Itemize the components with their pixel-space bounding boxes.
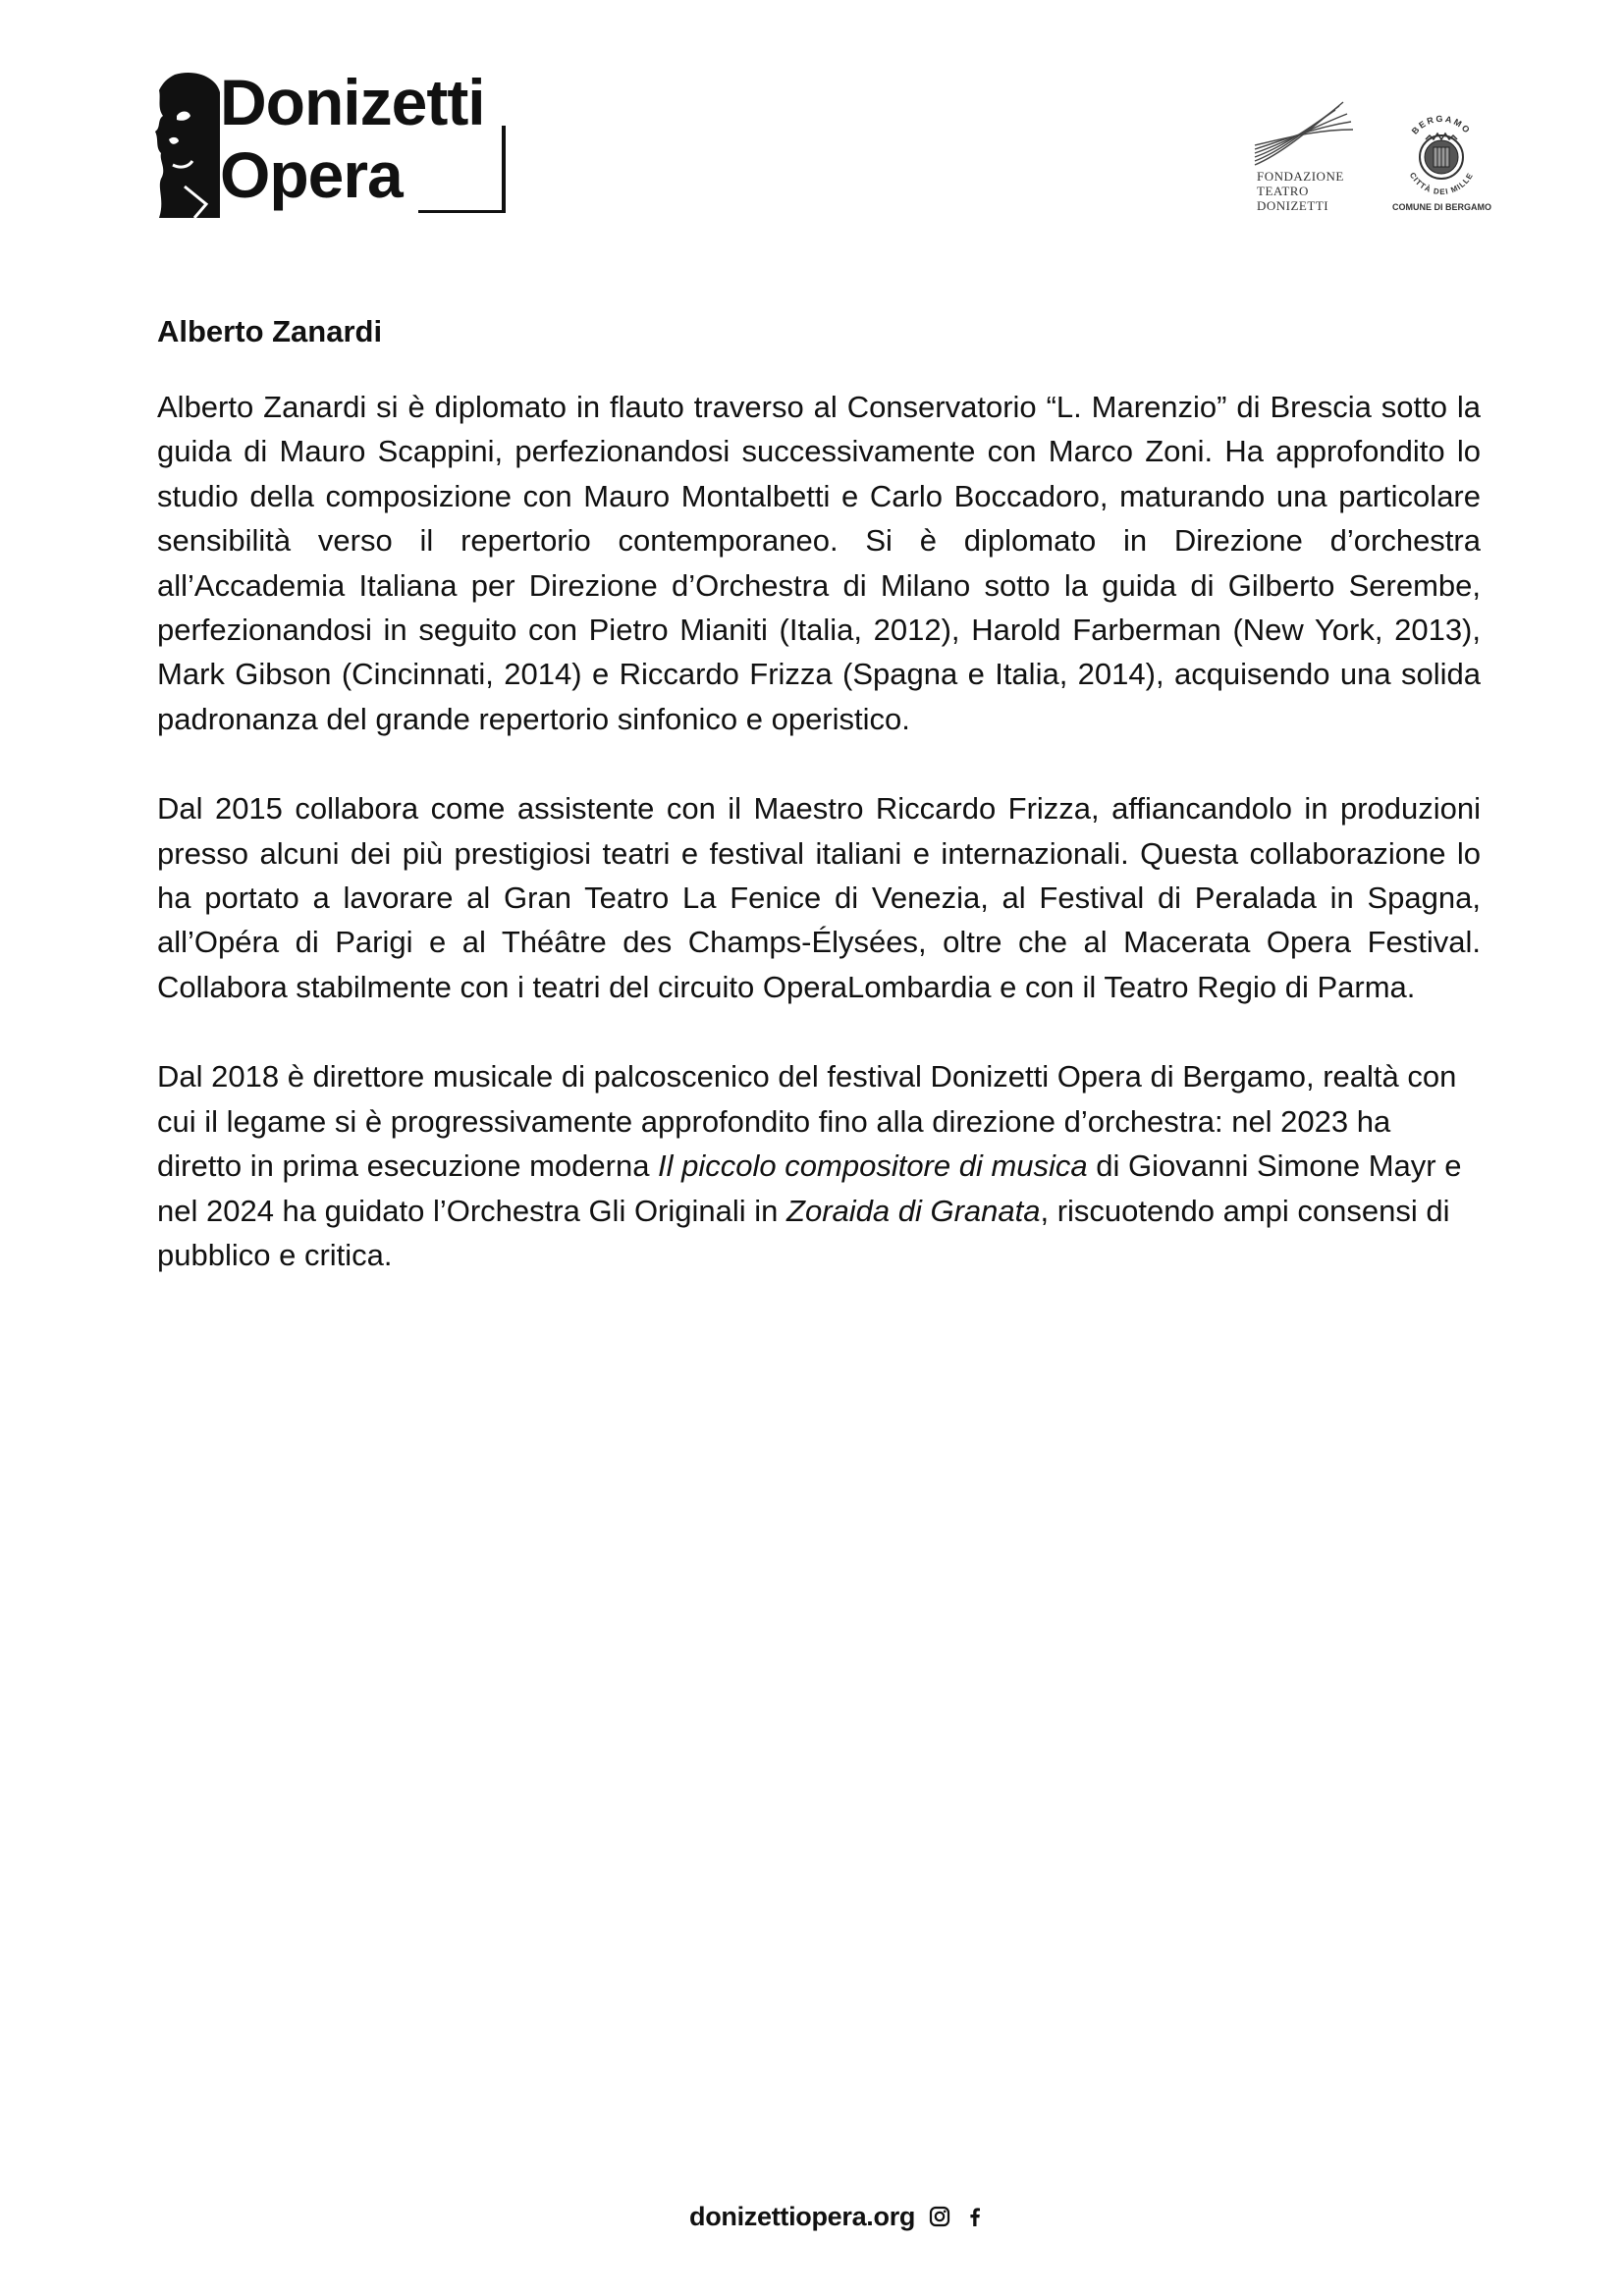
fondazione-waves-icon bbox=[1249, 100, 1357, 169]
instagram-icon[interactable] bbox=[929, 2206, 950, 2227]
paragraph-3-part2: di Giovanni Simone Mayr e nel 2024 ha guidato l’Orchestra Gli Originali in bbox=[157, 1148, 1462, 1228]
paragraph-3-part1: Dal 2018 è direttore musicale di palcoscenico del festival Donizetti Opera di Bergamo, realtà con cui il legame si è progressivamente approfondito fino alla direzione d’orchestra: nel 2023 ha diretto in prima esecuzione moderna bbox=[157, 1059, 1457, 1184]
paragraph-3-italic-title1: Il piccolo compositore di musica bbox=[658, 1148, 1088, 1184]
bergamo-seal-icon bbox=[1392, 108, 1490, 202]
document-title: Alberto Zanardi bbox=[157, 314, 383, 348]
paragraph-2: Dal 2015 collabora come assistente con il Maestro Riccardo Frizza, affiancandolo in produzioni presso alcuni dei più prestigiosi teatri e festival italiani e internazionali. Questa collaborazione lo ha portato a lavorare al Gran Teatro La Fenice di Venezia, al Festival di Peralada in Spagna, all’Opéra di Parigi e al Théâtre des Champs-Élysées, oltre che al Macerata Opera Festival. Collabora stabilmente con i teatri del circuito OperaLombardia e con il Teatro Regio di Parma. bbox=[157, 791, 1481, 1004]
donizetti-portrait-icon bbox=[155, 71, 222, 218]
logo-wordmark bbox=[220, 67, 485, 212]
paragraph-1: Alberto Zanardi si è diplomato in flauto traverso al Conservatorio “L. Marenzio” di Brescia sotto la guida di Mauro Scappini, perfezionandosi successivamente con Marco Zoni. Ha approfondito lo studio della composizione con Mauro Montalbetti e Carlo Boccadoro, maturando una particolare sensibilità verso il repertorio contemporaneo. Si è diplomato in Direzione d’orchestra all’Accademia Italiana per Direzione d’Orchestra di Milano sotto la guida di Gilberto Serembe, perfezionandosi in seguito con Pietro Mianiti (Italia, 2012), Harold Farberman (New York, 2013), Mark Gibson (Cincinnati, 2014) e Riccardo Frizza (Spagna e Italia, 2014), acquisendo una solida padronanza del grande repertorio sinfonico e operistico. bbox=[157, 390, 1481, 736]
fondazione-text bbox=[1257, 169, 1344, 213]
logo-horizontal-rule bbox=[418, 210, 506, 213]
comune-di-bergamo-text: COMUNE DI BERGAMO bbox=[1392, 202, 1491, 212]
website-link[interactable]: donizettiopera.org bbox=[689, 2201, 916, 2231]
bergamo-ring-text: CITTÀ DEI MILLE bbox=[1407, 171, 1476, 197]
paragraph-3-part3: , riscuotendo ampi consensi di pubblico e critica. bbox=[157, 1193, 1450, 1272]
logo-wordmark-line1: Donizetti bbox=[220, 66, 485, 138]
fondazione-line1: FONDAZIONE bbox=[1257, 169, 1344, 184]
svg-text:BERGAMO bbox=[1410, 114, 1473, 136]
fondazione-teatro-donizetti-logo bbox=[1249, 100, 1357, 214]
fondazione-line3: DONIZETTI bbox=[1257, 198, 1329, 213]
document-body bbox=[157, 310, 1481, 1322]
logo-wordmark-line2: Opera bbox=[220, 138, 403, 211]
footer bbox=[689, 2197, 986, 2236]
donizetti-opera-logo bbox=[155, 67, 520, 226]
comune-di-bergamo-logo bbox=[1392, 108, 1490, 216]
paragraph-3 bbox=[157, 1054, 1481, 1277]
facebook-icon[interactable] bbox=[964, 2206, 986, 2227]
bergamo-top-text: BERGAMO bbox=[1409, 113, 1474, 136]
logo-vertical-rule bbox=[502, 126, 506, 212]
fondazione-line2: TEATRO bbox=[1257, 184, 1309, 198]
paragraph-3-italic-title2: Zoraida di Granata bbox=[786, 1193, 1041, 1228]
